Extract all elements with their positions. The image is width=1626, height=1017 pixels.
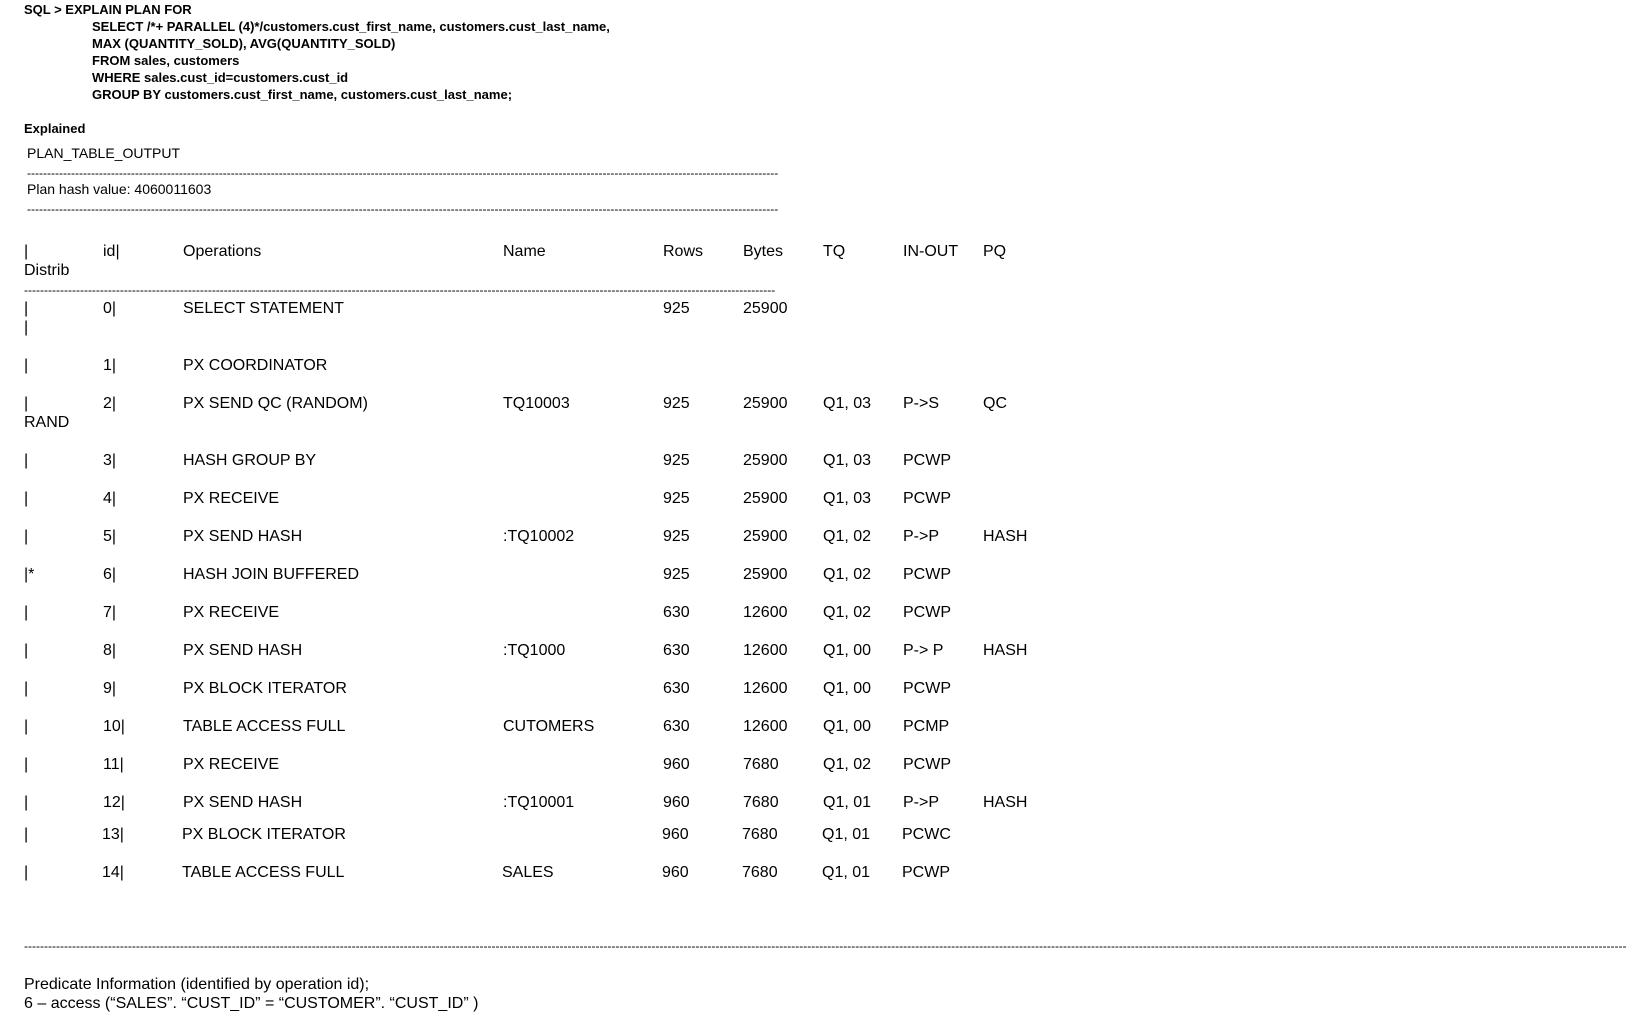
row-bar: | <box>24 452 29 469</box>
row-bar: | <box>24 395 29 412</box>
row-tq: Q1, 00 <box>823 642 872 659</box>
row-id: 9| <box>103 680 117 697</box>
header-id: id| <box>103 243 120 260</box>
row-bar: | <box>24 300 29 317</box>
row-rows: 630 <box>663 604 690 621</box>
row-operation: PX SEND HASH <box>183 642 303 659</box>
header-bar: | <box>24 243 29 260</box>
row-rows: 925 <box>663 452 690 469</box>
row-rows: 960 <box>662 864 689 881</box>
row-in-out: PCWP <box>903 566 951 583</box>
row-name: :TQ10001 <box>503 794 575 811</box>
row-tq: Q1, 02 <box>823 756 872 773</box>
row-bar: | <box>24 826 29 843</box>
row-bytes: 25900 <box>743 300 788 317</box>
row-bar: | <box>24 756 29 773</box>
row-bytes: 12600 <box>743 642 788 659</box>
header-tq: TQ <box>823 243 846 260</box>
row-bytes: 12600 <box>743 604 788 621</box>
row-id: 8| <box>103 642 117 659</box>
row-bar: | <box>24 357 29 374</box>
row-rows: 960 <box>662 826 689 843</box>
row-bar: | <box>24 864 29 881</box>
row-bytes: 25900 <box>743 395 788 412</box>
header-bytes: Bytes <box>743 243 784 260</box>
separator-line: -------------------------------------------------------------------------------------------------------------------------------------------------------------------------------------------- <box>27 202 779 216</box>
header-name: Name <box>503 243 546 260</box>
row-tq: Q1, 02 <box>823 528 872 545</box>
row-bytes: 7680 <box>742 864 778 881</box>
row-wrap: | <box>24 319 29 336</box>
row-name: TQ10003 <box>503 395 570 412</box>
row-id: 14| <box>102 864 124 881</box>
row-id: 10| <box>103 718 125 735</box>
row-in-out: P->P <box>903 528 940 545</box>
row-id: 7| <box>103 604 117 621</box>
row-operation: PX BLOCK ITERATOR <box>182 826 346 843</box>
sql-line: FROM sales, customers <box>92 53 240 68</box>
row-bytes: 12600 <box>743 718 788 735</box>
row-id: 3| <box>103 452 117 469</box>
header-in-out: IN-OUT <box>903 243 959 260</box>
row-rows: 960 <box>663 756 690 773</box>
row-id: 1| <box>103 357 117 374</box>
row-in-out: PCWC <box>902 826 951 843</box>
row-in-out: PCWP <box>903 490 951 507</box>
row-name: CUTOMERS <box>503 718 595 735</box>
row-operation: TABLE ACCESS FULL <box>182 864 345 881</box>
row-rows: 630 <box>663 642 690 659</box>
row-in-out: PCWP <box>903 680 951 697</box>
row-rows: 925 <box>663 566 690 583</box>
row-operation: PX COORDINATOR <box>183 357 328 374</box>
row-tq: Q1, 01 <box>823 794 872 811</box>
header-distrib: Distrib <box>24 262 70 279</box>
row-bar: | <box>24 680 29 697</box>
predicate-title: Predicate Information (identified by operation id); <box>24 976 370 993</box>
plan-hash-value: Plan hash value: 4060011603 <box>27 181 212 197</box>
row-bar: | <box>24 490 29 507</box>
row-id: 13| <box>102 826 124 843</box>
row-operation: TABLE ACCESS FULL <box>183 718 346 735</box>
sql-line: MAX (QUANTITY_SOLD), AVG(QUANTITY_SOLD) <box>92 36 396 51</box>
row-tq: Q1, 00 <box>823 718 872 735</box>
row-bytes: 25900 <box>743 490 788 507</box>
row-wrap: RAND <box>24 414 70 431</box>
row-operation: PX SEND HASH <box>183 794 303 811</box>
row-tq: Q1, 01 <box>822 826 871 843</box>
row-operation: HASH JOIN BUFFERED <box>183 566 360 583</box>
sql-line: WHERE sales.cust_id=customers.cust_id <box>92 70 349 85</box>
header-pq: PQ <box>983 243 1007 260</box>
row-bytes: 7680 <box>743 794 779 811</box>
row-operation: PX RECEIVE <box>183 604 280 621</box>
header-rows: Rows <box>663 243 704 260</box>
separator-line: ----------------------------------------------------------------------------------------------------------------------------------------------------------------------------------------------------------------------------------------------------------------------------------------------------------------------------------------------------------------------------------------------------------------- <box>24 939 1626 953</box>
row-bar: | <box>24 528 29 545</box>
separator-line: -------------------------------------------------------------------------------------------------------------------------------------------------------------------------------------------- <box>27 166 779 180</box>
row-in-out: PCWP <box>903 452 951 469</box>
row-bytes: 7680 <box>743 756 779 773</box>
row-operation: PX RECEIVE <box>183 756 280 773</box>
row-operation: PX RECEIVE <box>183 490 280 507</box>
row-bar: | <box>24 604 29 621</box>
row-tq: Q1, 01 <box>822 864 871 881</box>
row-tq: Q1, 03 <box>823 395 872 412</box>
row-in-out: PCWP <box>902 864 950 881</box>
header-operations: Operations <box>183 243 262 260</box>
row-id: 12| <box>103 794 125 811</box>
sql-line: SELECT /*+ PARALLEL (4)*/customers.cust_first_name, customers.cust_last_name, <box>92 19 610 34</box>
row-id: 0| <box>103 300 117 317</box>
predicate-line: 6 – access (“SALES”. “CUST_ID” = “CUSTOMER”. “CUST_ID” ) <box>24 995 479 1012</box>
row-rows: 630 <box>663 680 690 697</box>
row-rows: 630 <box>663 718 690 735</box>
row-name: :TQ10002 <box>503 528 575 545</box>
row-name: :TQ1000 <box>503 642 566 659</box>
row-operation: SELECT STATEMENT <box>183 300 344 317</box>
row-id: 4| <box>103 490 117 507</box>
row-operation: HASH GROUP BY <box>183 452 317 469</box>
row-rows: 960 <box>663 794 690 811</box>
row-in-out: PCMP <box>903 718 950 735</box>
row-bytes: 12600 <box>743 680 788 697</box>
row-name: SALES <box>502 864 554 881</box>
row-bytes: 25900 <box>743 528 788 545</box>
row-bar: |* <box>24 566 35 583</box>
row-bytes: 7680 <box>742 826 778 843</box>
row-bar: | <box>24 794 29 811</box>
row-tq: Q1, 02 <box>823 604 872 621</box>
row-rows: 925 <box>663 528 690 545</box>
row-rows: 925 <box>663 490 690 507</box>
row-id: 6| <box>103 566 117 583</box>
explained-label: Explained <box>24 121 86 136</box>
row-tq: Q1, 03 <box>823 490 872 507</box>
row-in-out: P->S <box>903 395 940 412</box>
row-pq: HASH <box>983 528 1028 545</box>
row-pq: QC <box>983 395 1007 412</box>
row-rows: 925 <box>663 300 690 317</box>
row-in-out: PCWP <box>903 604 951 621</box>
sql-line: GROUP BY customers.cust_first_name, customers.cust_last_name; <box>92 87 513 102</box>
row-bytes: 25900 <box>743 566 788 583</box>
row-bytes: 25900 <box>743 452 788 469</box>
row-id: 11| <box>103 756 124 773</box>
plan-table-output-label: PLAN_TABLE_OUTPUT <box>27 145 181 161</box>
separator-line: -------------------------------------------------------------------------------------------------------------------------------------------------------------------------------------------- <box>24 283 776 297</box>
row-pq: HASH <box>983 794 1028 811</box>
row-tq: Q1, 03 <box>823 452 872 469</box>
row-id: 5| <box>103 528 117 545</box>
row-tq: Q1, 00 <box>823 680 872 697</box>
row-operation: PX SEND QC (RANDOM) <box>183 395 368 412</box>
row-rows: 925 <box>663 395 690 412</box>
row-id: 2| <box>103 395 117 412</box>
row-in-out: P->P <box>903 794 940 811</box>
row-tq: Q1, 02 <box>823 566 872 583</box>
row-operation: PX SEND HASH <box>183 528 303 545</box>
row-operation: PX BLOCK ITERATOR <box>183 680 347 697</box>
row-bar: | <box>24 718 29 735</box>
row-in-out: PCWP <box>903 756 951 773</box>
row-pq: HASH <box>983 642 1028 659</box>
sql-prompt: SQL > EXPLAIN PLAN FOR <box>24 2 192 17</box>
row-in-out: P-> P <box>903 642 944 659</box>
row-bar: | <box>24 642 29 659</box>
